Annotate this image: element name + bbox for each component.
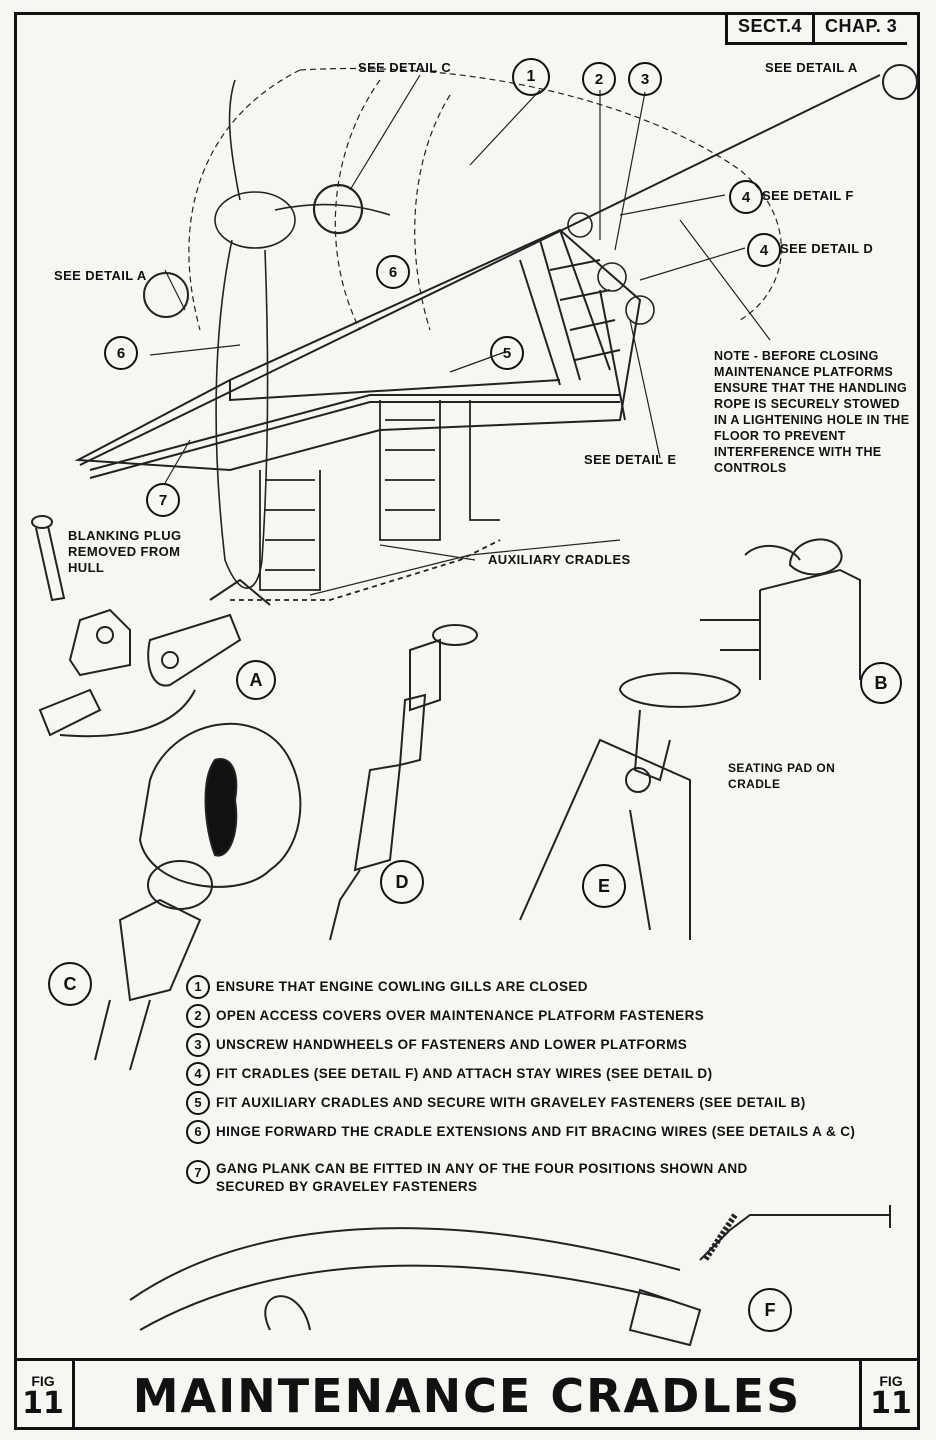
step-text: FIT AUXILIARY CRADLES AND SECURE WITH GRAVELEY FASTENERS (SEE DETAIL B): [216, 1095, 806, 1110]
step-1: [186, 972, 906, 1001]
step-7: [186, 1160, 906, 1196]
fig-number-right: [859, 1361, 920, 1430]
section-label: SECT.4: [738, 16, 803, 36]
callout-number-4-f: 4: [729, 180, 763, 214]
step-number: 1: [186, 975, 210, 999]
callout-number-5: 5: [490, 336, 524, 370]
detail-c-marker: [314, 185, 362, 233]
auxiliary-cradle-structure: [230, 400, 620, 600]
title-block: [14, 1358, 920, 1430]
step-number: 5: [186, 1091, 210, 1115]
closing-note: NOTE - BEFORE CLOSING MAINTENANCE PLATFORMS ENSURE THAT THE HANDLING ROPE IS SECURELY STOWED IN A LIGHTENING HOLE IN THE FLOOR TO PREVENT INTERFERENCE WITH THE CONTROLS: [714, 349, 910, 475]
chapter-label: CHAP. 3: [825, 16, 898, 36]
procedure-steps: [186, 972, 906, 1196]
detail-a-marker-left: [144, 273, 188, 317]
step-number: 2: [186, 1004, 210, 1028]
step-number: 6: [186, 1120, 210, 1144]
detail-d-marker: [598, 263, 626, 291]
step-6: [186, 1117, 906, 1146]
detail-d-label: D: [380, 860, 424, 904]
step-text: GANG PLANK CAN BE FITTED IN ANY OF THE FOUR POSITIONS SHOWN AND SECURED BY GRAVELEY FASTENERS: [216, 1161, 748, 1194]
step-text: UNSCREW HANDWHEELS OF FASTENERS AND LOWER PLATFORMS: [216, 1037, 688, 1052]
step-text: OPEN ACCESS COVERS OVER MAINTENANCE PLATFORM FASTENERS: [216, 1008, 705, 1023]
see-detail-a-left-label: SEE DETAIL A: [54, 268, 147, 283]
detail-b-sketch: [700, 539, 860, 680]
callout-number-4-d: 4: [747, 233, 781, 267]
step-3: [186, 1030, 906, 1059]
step-2: [186, 1001, 906, 1030]
fig-number: 11: [22, 1385, 64, 1421]
auxiliary-cradles-label: AUXILIARY CRADLES: [488, 552, 631, 567]
callout-number-6-top: 6: [376, 255, 410, 289]
callout-number-2: 2: [582, 62, 616, 96]
fig-number-left: [14, 1361, 75, 1430]
step-4: [186, 1059, 906, 1088]
detail-a-marker-top: [883, 65, 917, 99]
engine-nacelle: [189, 68, 781, 330]
step-text: ENSURE THAT ENGINE COWLING GILLS ARE CLOSED: [216, 979, 588, 994]
propeller: [215, 80, 390, 588]
fig-label: FIG: [879, 1372, 903, 1389]
fig-label: FIG: [31, 1372, 55, 1389]
callout-number-7: 7: [146, 483, 180, 517]
seating-pad-label: SEATING PAD ON CRADLE: [728, 761, 836, 791]
see-detail-f-label: SEE DETAIL F: [762, 188, 854, 203]
see-detail-a-top-label: SEE DETAIL A: [765, 60, 858, 75]
detail-c-label: C: [48, 962, 92, 1006]
detail-f-label: F: [748, 1288, 792, 1332]
see-detail-d-label: SEE DETAIL D: [780, 241, 874, 256]
step-text: HINGE FORWARD THE CRADLE EXTENSIONS AND FIT BRACING WIRES (SEE DETAILS A & C): [216, 1124, 856, 1139]
detail-e-sketch: [520, 673, 740, 940]
drawing-title: MAINTENANCE CRADLES: [132, 1368, 802, 1423]
step-number: 4: [186, 1062, 210, 1086]
blanking-plug-label: BLANKING PLUG REMOVED FROM HULL: [68, 528, 182, 575]
callout-number-3: 3: [628, 62, 662, 96]
blanking-plug: [32, 516, 64, 600]
step-number: 3: [186, 1033, 210, 1057]
detail-e-label: E: [582, 864, 626, 908]
detail-a-sketch: [40, 580, 270, 736]
detail-a-label: A: [236, 660, 276, 700]
step-number: 7: [186, 1160, 210, 1184]
leader-lines: [150, 75, 770, 560]
callout-number-1: 1: [512, 58, 550, 96]
see-detail-c-label: SEE DETAIL C: [358, 60, 452, 75]
step-5: [186, 1088, 906, 1117]
detail-b-label: B: [860, 662, 902, 704]
step-text: FIT CRADLES (SEE DETAIL F) AND ATTACH STAY WIRES (SEE DETAIL D): [216, 1066, 713, 1081]
see-detail-e-label: SEE DETAIL E: [584, 452, 677, 467]
fig-number: 11: [870, 1385, 912, 1421]
callout-number-6-left: 6: [104, 336, 138, 370]
